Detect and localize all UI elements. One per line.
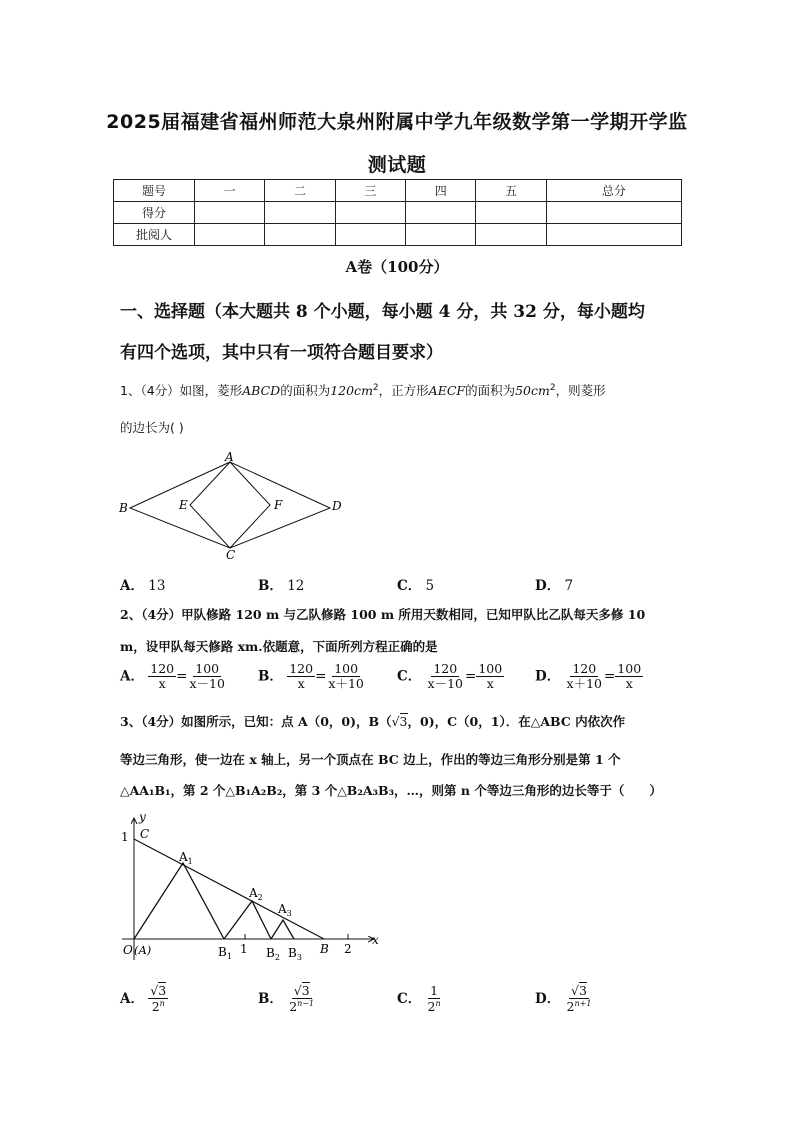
q1-text: ，则菱形: [555, 383, 606, 398]
q1-text: 的面积为: [280, 383, 331, 398]
section1-heading-line2: 有四个选项，其中只有一项符合题目要求）: [120, 343, 443, 363]
fraction: [615, 662, 643, 692]
option-label: D．: [535, 578, 561, 594]
fraction: [287, 984, 316, 1015]
denominator: x: [297, 676, 305, 692]
equals-sign: =: [176, 668, 188, 685]
fraction: [476, 662, 504, 692]
numerator: 1: [430, 983, 439, 998]
fraction: [287, 662, 315, 692]
score-header-cell: 三: [335, 180, 405, 202]
denominator: [565, 999, 594, 1015]
numerator: 100: [617, 661, 642, 676]
denominator: x＋10: [566, 676, 602, 692]
score-cell: [476, 224, 546, 246]
score-cell: [406, 224, 476, 246]
radicand: 3: [301, 983, 310, 998]
equals-sign: =: [315, 668, 327, 685]
numerator: 120: [150, 661, 175, 676]
fraction: [148, 984, 168, 1015]
label-b: B: [320, 942, 329, 956]
score-table-row: [114, 224, 682, 246]
denominator: [426, 999, 443, 1015]
option-label: C．: [397, 578, 422, 594]
label-b2-sub: 2: [274, 953, 280, 962]
triangle-1: [134, 863, 224, 939]
option-value: 13: [148, 578, 166, 594]
section1-heading-line1: 一、选择题（本大题共 8 个小题，每小题 4 分，共 32 分，每小题均: [120, 302, 645, 322]
base: 2: [151, 999, 160, 1015]
q1-text: 的面积为: [465, 383, 516, 398]
q3-text: ，0)，C（0，1）．在△ABC 内依次作: [407, 714, 626, 729]
q3-option-c[interactable]: [397, 984, 443, 1015]
radicand: 3: [578, 983, 587, 998]
q1-option-d[interactable]: [535, 574, 573, 594]
score-header-cell: 二: [265, 180, 335, 202]
label-c: C: [140, 827, 150, 841]
q3-option-b[interactable]: [258, 984, 316, 1015]
numerator: 120: [572, 661, 597, 676]
score-table-row: [114, 202, 682, 224]
volume-title: A卷（100分）: [345, 258, 449, 276]
option-value: 7: [564, 578, 574, 594]
q3-stem-line2: 等边三角形，使一边在 x 轴上，另一个顶点在 BC 边上，作出的等边三角形分别是第 1 个: [120, 752, 621, 767]
label-a-paren: (A): [134, 943, 152, 957]
option-label: A．: [120, 578, 144, 594]
label-a2-sub: 2: [257, 893, 263, 902]
radicand: 3: [158, 983, 167, 998]
label-b: B: [119, 501, 128, 515]
score-cell: [546, 202, 681, 224]
label-x: x: [372, 933, 379, 947]
q2-stem-line2: m，设甲队每天修路 xm.依题意，下面所列方程正确的是: [120, 639, 438, 654]
q3-option-a[interactable]: [120, 984, 168, 1015]
fraction: [565, 662, 604, 692]
q1-area2: 50cm: [515, 383, 550, 398]
score-table-header-row: [114, 180, 682, 202]
label-a1: [178, 850, 193, 866]
option-label: C．: [397, 668, 422, 685]
label-b1-letter: B: [218, 945, 227, 959]
fraction: [148, 662, 176, 692]
label-b2-letter: B: [266, 946, 275, 960]
denominator: x: [625, 676, 633, 692]
fraction: [426, 984, 443, 1015]
exponent: n: [435, 999, 441, 1009]
numerator: √3: [150, 983, 167, 998]
score-cell: [335, 224, 405, 246]
q3-stem-line1: [120, 712, 625, 730]
numerator: 100: [478, 661, 503, 676]
q3-figure: [112, 808, 392, 968]
label-d: D: [332, 499, 342, 513]
score-cell: [546, 224, 681, 246]
label-a1-sub: 1: [187, 857, 193, 866]
sqrt-symbol: √: [391, 714, 400, 729]
q2-stem-line1: 2、（4分）甲队修路 120 m 与乙队修路 100 m 所用天数相同，已知甲队比乙队每天多修 10: [120, 607, 646, 622]
q3-stem-line3: △AA₁B₁，第 2 个△B₁A₂B₂，第 3 个△B₂A₃B₃，…，则第 n 个等边三角形的边长等于（ ）: [120, 783, 662, 798]
denominator: x: [158, 676, 166, 692]
numerator: √3: [293, 983, 310, 998]
option-label: B．: [258, 990, 283, 1007]
denominator: x: [486, 676, 494, 692]
base: 2: [427, 999, 436, 1015]
score-header-cell: 总分: [546, 180, 681, 202]
label-y: y: [139, 810, 146, 824]
q1-option-c[interactable]: [397, 574, 434, 594]
label-e: E: [179, 498, 188, 512]
q1-sup: 2: [372, 382, 379, 393]
denominator: [150, 999, 167, 1015]
q1-square-name: AECF: [428, 383, 466, 398]
q1-sup: 2: [549, 382, 556, 393]
q1-stem-line1: [120, 381, 606, 399]
q1-text: 1、（4分）如图，菱形: [120, 383, 243, 398]
q1-rhombus-name: ABCD: [242, 383, 281, 398]
q2-option-b[interactable]: [258, 662, 366, 692]
denominator: x－10: [189, 676, 225, 692]
fraction: [187, 662, 226, 692]
q3-text: 3、（4分）如图所示，已知：点 A（0，0)，B（: [120, 714, 392, 729]
q1-option-a[interactable]: [120, 574, 165, 594]
q1-option-b[interactable]: [258, 574, 304, 594]
numerator: 120: [289, 661, 314, 676]
label-b1: [218, 945, 232, 961]
option-label: A．: [120, 668, 144, 685]
score-cell: [476, 202, 546, 224]
score-table: [113, 179, 682, 246]
segment-bc: [134, 839, 324, 939]
score-header-cell: 五: [476, 180, 546, 202]
fraction: [326, 662, 365, 692]
label-a: A: [225, 450, 234, 464]
score-header-cell: 题号: [114, 180, 195, 202]
option-label: D．: [535, 990, 561, 1007]
numerator: 100: [195, 661, 220, 676]
score-row-label: 批阅人: [114, 224, 195, 246]
q1-text: ，正方形: [378, 383, 429, 398]
option-value: 12: [287, 578, 305, 594]
label-a2-letter: A: [249, 886, 258, 900]
label-a3-letter: A: [278, 902, 287, 916]
label-b3-sub: 3: [296, 953, 302, 962]
triangle-2: [224, 901, 271, 939]
score-cell: [265, 202, 335, 224]
label-a3-sub: 3: [286, 909, 292, 918]
option-label: B．: [258, 668, 283, 685]
label-b3: [288, 946, 302, 962]
label-b3-letter: B: [288, 946, 297, 960]
label-x-two: 2: [344, 942, 352, 956]
label-y-one: 1: [121, 830, 129, 844]
score-header-cell: 一: [195, 180, 265, 202]
denominator: x－10: [427, 676, 464, 692]
base: 2: [566, 999, 575, 1015]
exponent: n: [159, 999, 165, 1009]
rhombus-abcd: [130, 462, 330, 548]
exponent: n−1: [297, 999, 315, 1009]
option-value: 5: [425, 578, 435, 594]
score-cell: [195, 224, 265, 246]
q2-option-d[interactable]: [535, 662, 643, 692]
denominator: x＋10: [328, 676, 364, 692]
option-label: D．: [535, 668, 561, 685]
doc-title-line2: 测试题: [367, 154, 427, 176]
equals-sign: =: [603, 668, 616, 685]
score-header-cell: 四: [406, 180, 476, 202]
option-label: A．: [120, 990, 144, 1007]
score-cell: [335, 202, 405, 224]
fraction: [565, 984, 594, 1015]
label-c: C: [226, 548, 236, 562]
score-row-label: 得分: [114, 202, 195, 224]
q1-figure: [110, 448, 350, 563]
score-cell: [406, 202, 476, 224]
score-cell: [265, 224, 335, 246]
q1-area1: 120cm: [330, 383, 373, 398]
q1-stem-line2: 的边长为( ): [120, 420, 184, 435]
denominator: [287, 999, 316, 1015]
label-o: O: [123, 943, 133, 957]
label-a2: [248, 886, 263, 902]
doc-title-line1: 2025届福建省福州师范大泉州附属中学九年级数学第一学期开学监: [106, 111, 688, 133]
score-cell: [195, 202, 265, 224]
option-label: B．: [258, 578, 283, 594]
q2-option-a[interactable]: [120, 662, 227, 692]
sqrt-radicand: 3: [399, 714, 408, 729]
option-label: C．: [397, 990, 422, 1007]
triangle-3: [271, 920, 294, 939]
fraction: [426, 662, 465, 692]
label-b2: [266, 946, 280, 962]
label-b1-sub: 1: [226, 952, 232, 961]
label-a1-letter: A: [179, 850, 188, 864]
equals-sign: =: [465, 668, 477, 685]
label-x-one: 1: [240, 942, 248, 956]
label-f: F: [274, 498, 283, 512]
numerator: 120: [433, 661, 458, 676]
exponent: n+1: [574, 999, 592, 1009]
base: 2: [289, 999, 298, 1015]
q2-option-c[interactable]: [397, 662, 504, 692]
numerator: 100: [334, 661, 359, 676]
label-a3: [277, 902, 292, 918]
q3-option-d[interactable]: [535, 984, 593, 1015]
numerator: √3: [571, 983, 587, 998]
